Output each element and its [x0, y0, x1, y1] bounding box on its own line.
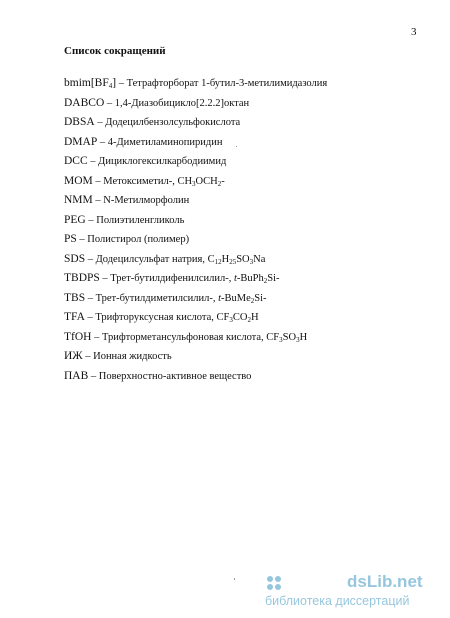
- abbreviation-item: [64, 369, 327, 389]
- abbreviation-term: TBS: [64, 291, 86, 304]
- abbreviation-term: TFA: [64, 311, 85, 323]
- abbreviation-separator: –: [82, 351, 94, 362]
- abbreviation-item: [64, 213, 327, 233]
- page-number: 3: [411, 26, 417, 38]
- abbreviation-definition: Ионная жидкость: [93, 351, 172, 362]
- page-heading: Список сокращений: [64, 45, 166, 57]
- abbreviation-item: [64, 291, 327, 311]
- abbreviation-definition: Тетрафторборат 1-бутил-3-метилимидазолия: [126, 78, 328, 89]
- abbreviation-separator: –: [87, 156, 99, 167]
- abbreviation-separator: –: [116, 78, 127, 89]
- abbreviation-definition: Дициклогексилкарбодиимид: [98, 156, 227, 167]
- abbreviation-definition: 1,4-Диазобицикло[2.2.2]октан: [114, 97, 250, 109]
- abbreviation-item: [64, 76, 327, 96]
- dslib-logo-icon: [265, 574, 283, 592]
- watermark-brand[interactable]: dsLib.net: [347, 572, 423, 591]
- abbreviation-item: [64, 193, 327, 213]
- abbreviation-separator: –: [85, 214, 97, 226]
- abbreviation-item: [64, 115, 327, 135]
- abbreviation-term: ПАВ: [64, 369, 89, 382]
- abbreviation-definition: Трет-бутилдиметилсилил-, t-BuMe$_2$Si-: [95, 292, 267, 305]
- abbreviation-term: DMAP: [64, 135, 98, 148]
- abbreviation-item: [64, 330, 327, 350]
- abbreviation-definition: Трифторметансульфоновая кислота, $CF_3SO_3H$: [101, 331, 308, 344]
- abbreviation-item: [64, 232, 327, 252]
- abbreviation-term: PS: [64, 233, 77, 245]
- abbreviation-definition: Трет-бутилдифенилсилил-, t-BuPh$_2$Si-: [110, 273, 280, 285]
- abbreviation-definition: Метоксиметил-, $CH_3OCH_2-$: [103, 175, 225, 188]
- abbreviation-term: SDS: [64, 252, 86, 265]
- abbreviation-separator: –: [88, 370, 99, 382]
- scan-speck: [236, 146, 237, 147]
- scan-speck: [234, 578, 235, 580]
- abbreviation-definition: 4-Диметиламинопиридин: [107, 136, 223, 148]
- abbreviation-separator: –: [94, 117, 106, 128]
- abbreviation-item: [64, 252, 327, 272]
- abbreviation-definition: Полиэтиленгликоль: [96, 214, 185, 226]
- abbreviation-definition: N-Метилморфолин: [103, 195, 190, 206]
- abbreviation-separator: –: [91, 331, 102, 343]
- abbreviation-separator: –: [76, 234, 88, 245]
- abbreviation-separator: –: [92, 175, 104, 187]
- abbreviation-term: DCC: [64, 155, 88, 167]
- abbreviation-term: DABCO: [64, 96, 105, 109]
- abbreviation-definition: Полистирол (полимер): [87, 234, 190, 245]
- abbreviation-item: [64, 154, 327, 174]
- abbreviation-term: PEG: [64, 213, 86, 226]
- abbreviation-term: ИЖ: [64, 350, 83, 362]
- abbreviation-separator: –: [104, 97, 115, 109]
- abbreviation-item: [64, 271, 327, 291]
- abbreviation-separator: –: [97, 136, 108, 148]
- abbreviation-item: [64, 135, 327, 155]
- abbreviation-definition: Додецилсульфат натрия, $C_{12}H_{25}SO_3Na$: [95, 253, 266, 266]
- abbreviation-separator: –: [84, 312, 96, 323]
- abbreviation-definition: Поверхностно-активное вещество: [98, 370, 252, 382]
- abbreviation-separator: –: [92, 195, 104, 206]
- abbreviation-list: [64, 76, 327, 388]
- abbreviation-term: TfOH: [64, 330, 92, 343]
- abbreviation-term: TBDPS: [64, 272, 100, 284]
- abbreviation-separator: –: [99, 273, 111, 284]
- abbreviation-item: [64, 96, 327, 116]
- abbreviation-term: NMM: [64, 194, 93, 206]
- abbreviation-term: MOM: [64, 174, 93, 187]
- abbreviation-separator: –: [85, 292, 96, 304]
- abbreviation-separator: –: [85, 253, 96, 265]
- abbreviation-item: [64, 310, 327, 330]
- abbreviation-term: $bmim[BF_4]$: [64, 77, 117, 90]
- abbreviation-item: [64, 174, 327, 194]
- abbreviation-definition: Додецилбензолсульфокислота: [105, 117, 241, 128]
- watermark: [265, 572, 445, 612]
- abbreviation-item: [64, 349, 327, 369]
- abbreviation-term: DBSA: [64, 116, 95, 128]
- watermark-tagline: библиотека диссертаций: [265, 594, 410, 608]
- abbreviation-definition: Трифторуксусная кислота, $CF_3CO_2H$: [95, 312, 259, 324]
